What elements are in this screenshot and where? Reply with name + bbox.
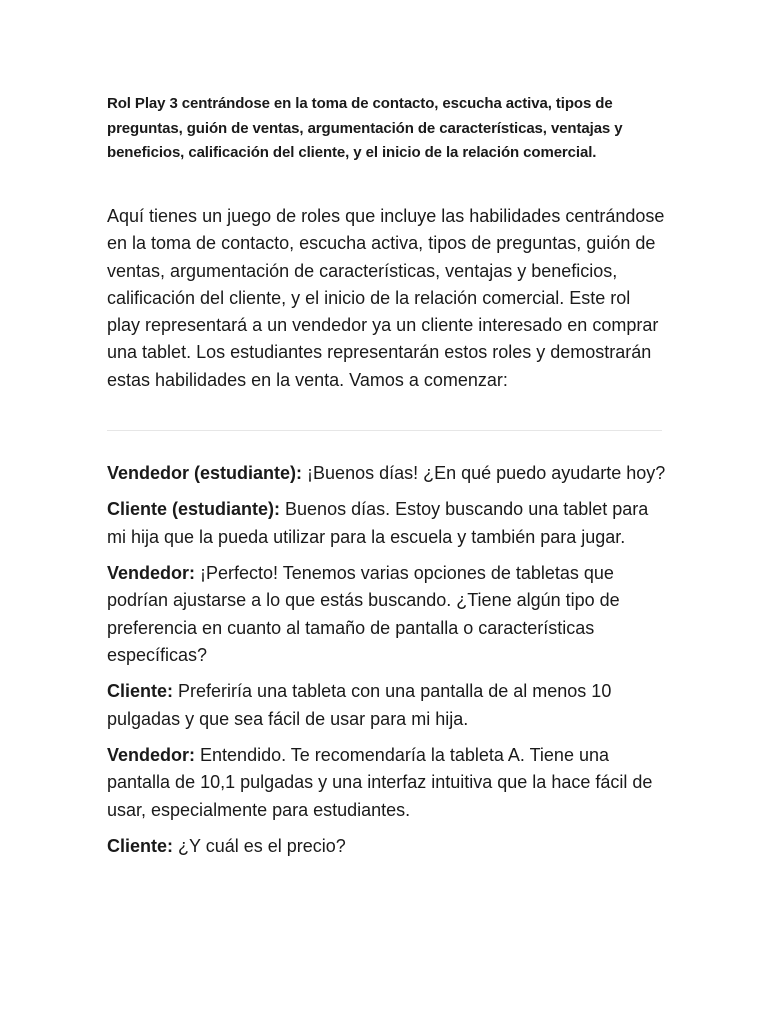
dialogue-turn: [107, 742, 667, 825]
speaker-label: Cliente:: [107, 835, 174, 856]
turn-text: Preferiría una tableta con una pantalla de al menos 10 pulgadas y que sea fácil de usar para mi hija.: [107, 681, 612, 729]
turn-text: ¿Y cuál es el precio?: [178, 835, 346, 856]
document-heading: Rol Play 3 centrándose en la toma de contacto, escucha activa, tipos de preguntas, guión de ventas, argumentación de características, ventajas y beneficios, calificación del cliente, y el inicio de la relación comercial.: [107, 95, 623, 161]
section-divider: [107, 430, 662, 431]
turn-text: ¡Buenos días! ¿En qué puedo ayudarte hoy?: [307, 463, 666, 483]
dialogue: [107, 460, 667, 869]
dialogue-turn: [107, 496, 667, 551]
intro-paragraph: Aquí tienes un juego de roles que incluye las habilidades centrándose en la toma de contacto, escucha activa, tipos de preguntas, guión de ventas, argumentación de características, ventajas y beneficios, calificación del cliente, y el inicio de la relación comercial. Este rol play representará a un vendedor ya un cliente interesado en comprar una tablet. Los estudiantes representarán estos roles y demostrarán estas habilidades en la venta. Vamos a comenzar:: [107, 206, 665, 390]
turn-text: Buenos días. Estoy buscando una tablet para mi hija que la pueda utilizar para la escuela y también para jugar.: [107, 499, 649, 547]
dialogue-turn: [107, 833, 667, 861]
dialogue-turn: [107, 678, 667, 733]
dialogue-turn: [107, 460, 667, 488]
speaker-label: Vendedor:: [107, 562, 196, 583]
turn-text: Entendido. Te recomendaría la tableta A. Tiene una pantalla de 10,1 pulgadas y una interfaz intuitiva que la hace fácil de usar, especialmente para estudiantes.: [107, 744, 653, 820]
speaker-label: Vendedor (estudiante):: [107, 463, 303, 483]
speaker-label: Vendedor:: [107, 744, 196, 765]
speaker-label: Cliente (estudiante):: [107, 499, 281, 519]
dialogue-turn: [107, 560, 667, 670]
turn-text: ¡Perfecto! Tenemos varias opciones de tabletas que podrían ajustarse a lo que estás buscando. ¿Tiene algún tipo de preferencia en cuanto al tamaño de pantalla o características específicas?: [107, 562, 620, 665]
speaker-label: Cliente:: [107, 681, 174, 701]
